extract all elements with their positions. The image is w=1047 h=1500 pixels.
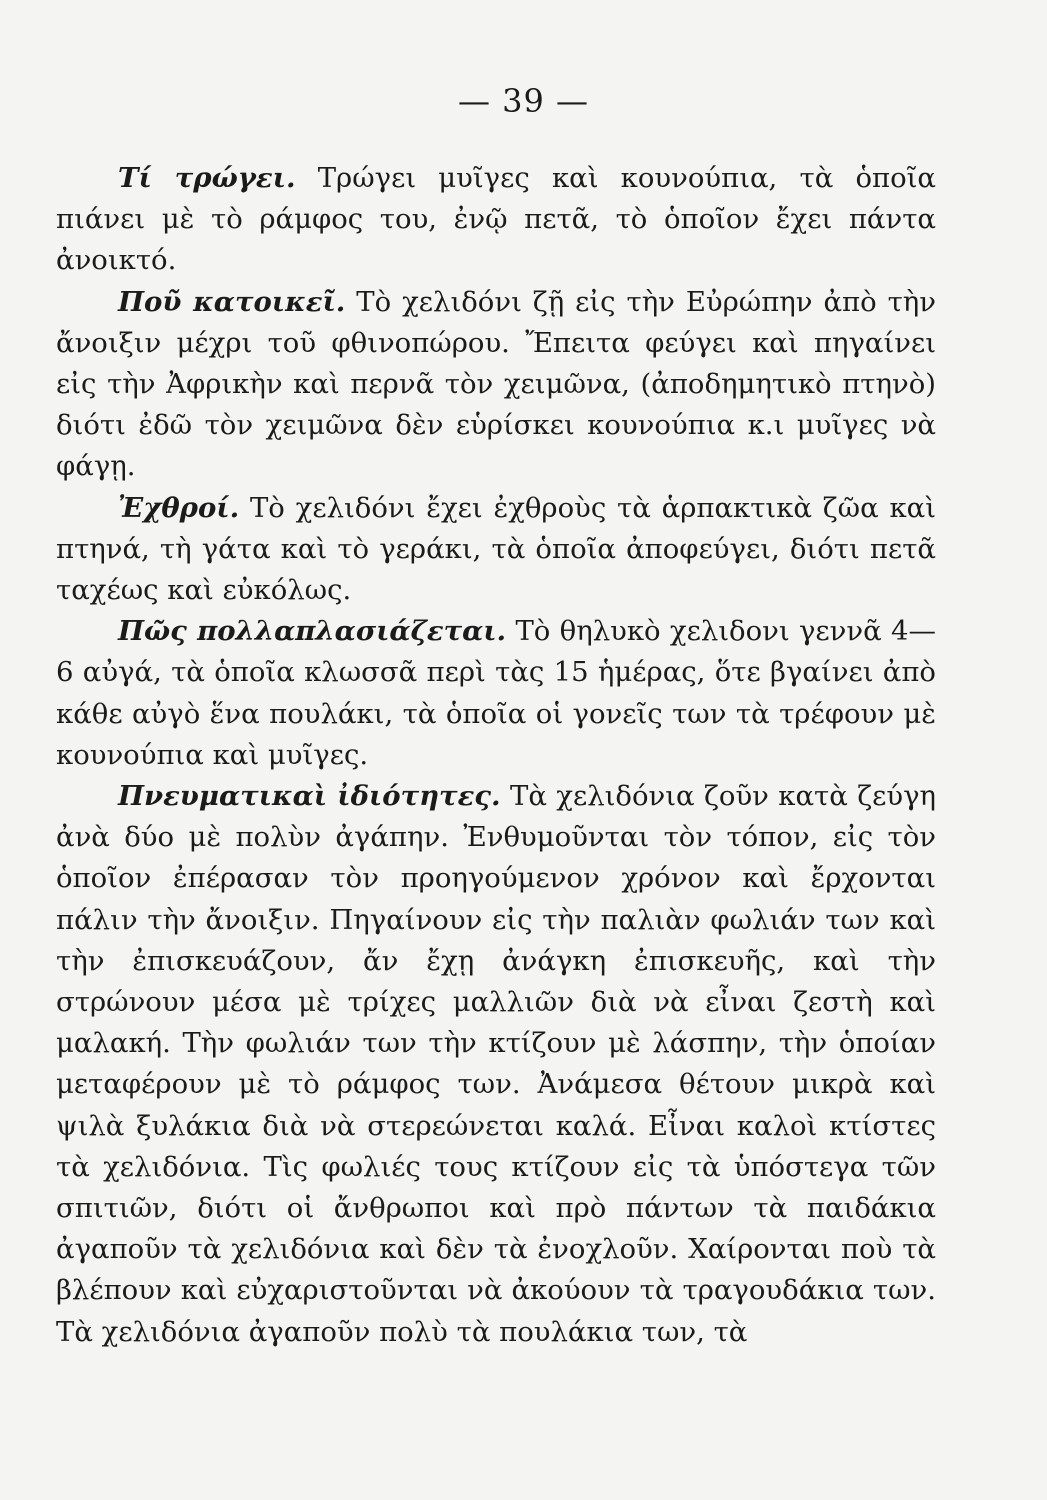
paragraph-enemies	[56, 488, 936, 612]
paragraph-text: Τρώγει μυῖγες καὶ κουνούπια, τὰ ὁποῖα πιάνει μὲ τὸ ράμφος του, ἐνῷ πετᾶ, τὸ ὁποῖον ἔχει πάντα ἀνοικτό.	[56, 162, 936, 277]
paragraph-text: Τὸ θηλυκὸ χελιδονι γεννᾶ 4—6 αὐγά, τὰ ὁποῖα κλωσσᾶ περὶ τὰς 15 ἡμέρας, ὅτε βγαίνει ἀπὸ κάθε αὐγὸ ἕνα πουλάκι, τὰ ὁποῖα οἱ γονεῖς των τὰ τρέφουν μὲ κουνούπια καὶ μυῖγες.	[56, 615, 936, 771]
paragraph-traits	[56, 776, 936, 1353]
paragraph-reproduction	[56, 611, 936, 776]
body-text	[56, 158, 936, 1353]
paragraph-heading: Πνευματικαὶ ἰδιότητες.	[118, 780, 501, 813]
paragraph-text: Τὰ χελιδόνια ζοῦν κατὰ ζεύγη ἀνὰ δύο μὲ πολὺν ἀγάπην. Ἐνθυμοῦνται τὸν τόπον, εἰς τὸν ὁποῖον ἐπέρασαν τὸν προηγούμενον χρόνον καὶ ἔρχονται πάλιν τὴν ἄνοιξιν. Πηγαίνουν εἰς τὴν παλιὰν φωλιάν των καὶ τὴν ἐπισκευάζουν, ἄν ἔχῃ ἀνάγκη ἐπισκευῆς, καὶ τὴν στρώνουν μέσα μὲ τρίχες μαλλιῶν διὰ νὰ εἶναι ζεστὴ καὶ μαλακή. Τὴν φωλιάν των τὴν κτίζουν μὲ λάσπην, τὴν ὁποίαν μεταφέρουν μὲ τὸ ράμφος των. Ἀνάμεσα θέτουν μικρὰ καὶ ψιλὰ ξυλάκια διὰ νὰ στερεώνεται καλά. Εἶναι καλοὶ κτίστες τὰ χελιδόνια. Τὶς φωλιές τους κτίζουν εἰς τὰ ὑπόστεγα τῶν σπιτιῶν, διότι οἱ ἄνθρωποι καὶ πρὸ πάντων τὰ παιδάκια ἀγαποῦν τὰ χελιδόνια καὶ δὲν τὰ ἐνοχλοῦν. Χαίρονται ποὺ τὰ βλέπουν καὶ εὐχαριστοῦνται νὰ ἀκούουν τὰ τραγουδάκια των. Τὰ χελιδόνια ἀγαποῦν πολὺ τὰ πουλάκια των, τὰ	[56, 780, 936, 1348]
paragraph-diet	[56, 158, 936, 282]
paragraph-heading: Ἐχθροί.	[118, 491, 240, 524]
paragraph-heading: Πῶς πολλαπλασιάζεται.	[118, 615, 507, 648]
page-number: — 39 —	[457, 82, 590, 120]
paragraph-heading: Ποῦ κατοικεῖ.	[118, 285, 346, 318]
paragraph-habitat	[56, 282, 936, 488]
paragraph-text: Τὸ χελιδόνι ἔχει ἐχθροὺς τὰ ἁρπακτικὰ ζῶα καὶ πτηνά, τὴ γάτα καὶ τὸ γεράκι, τὰ ὁποῖα ἀποφεύγει, διότι πετᾶ ταχέως καὶ εὐκόλως.	[56, 491, 936, 607]
paragraph-heading: Τί τρώγει.	[118, 162, 296, 194]
paragraph-text: Τὸ χελιδόνι ζῇ εἰς τὴν Εὐρώπην ἀπὸ τὴν ἄνοιξιν μέχρι τοῦ φθινοπώρου. Ἔπειτα φεύγει καὶ πηγαίνει εἰς τὴν Ἀφρικὴν καὶ περνᾶ τὸν χειμῶνα, (ἀποδημητικὸ πτηνὸ) διότι ἐδῶ τὸν χειμῶνα δὲν εὑρίσκει κουνούπια κ.ι μυῖγες νὰ φάγῃ.	[56, 285, 936, 483]
